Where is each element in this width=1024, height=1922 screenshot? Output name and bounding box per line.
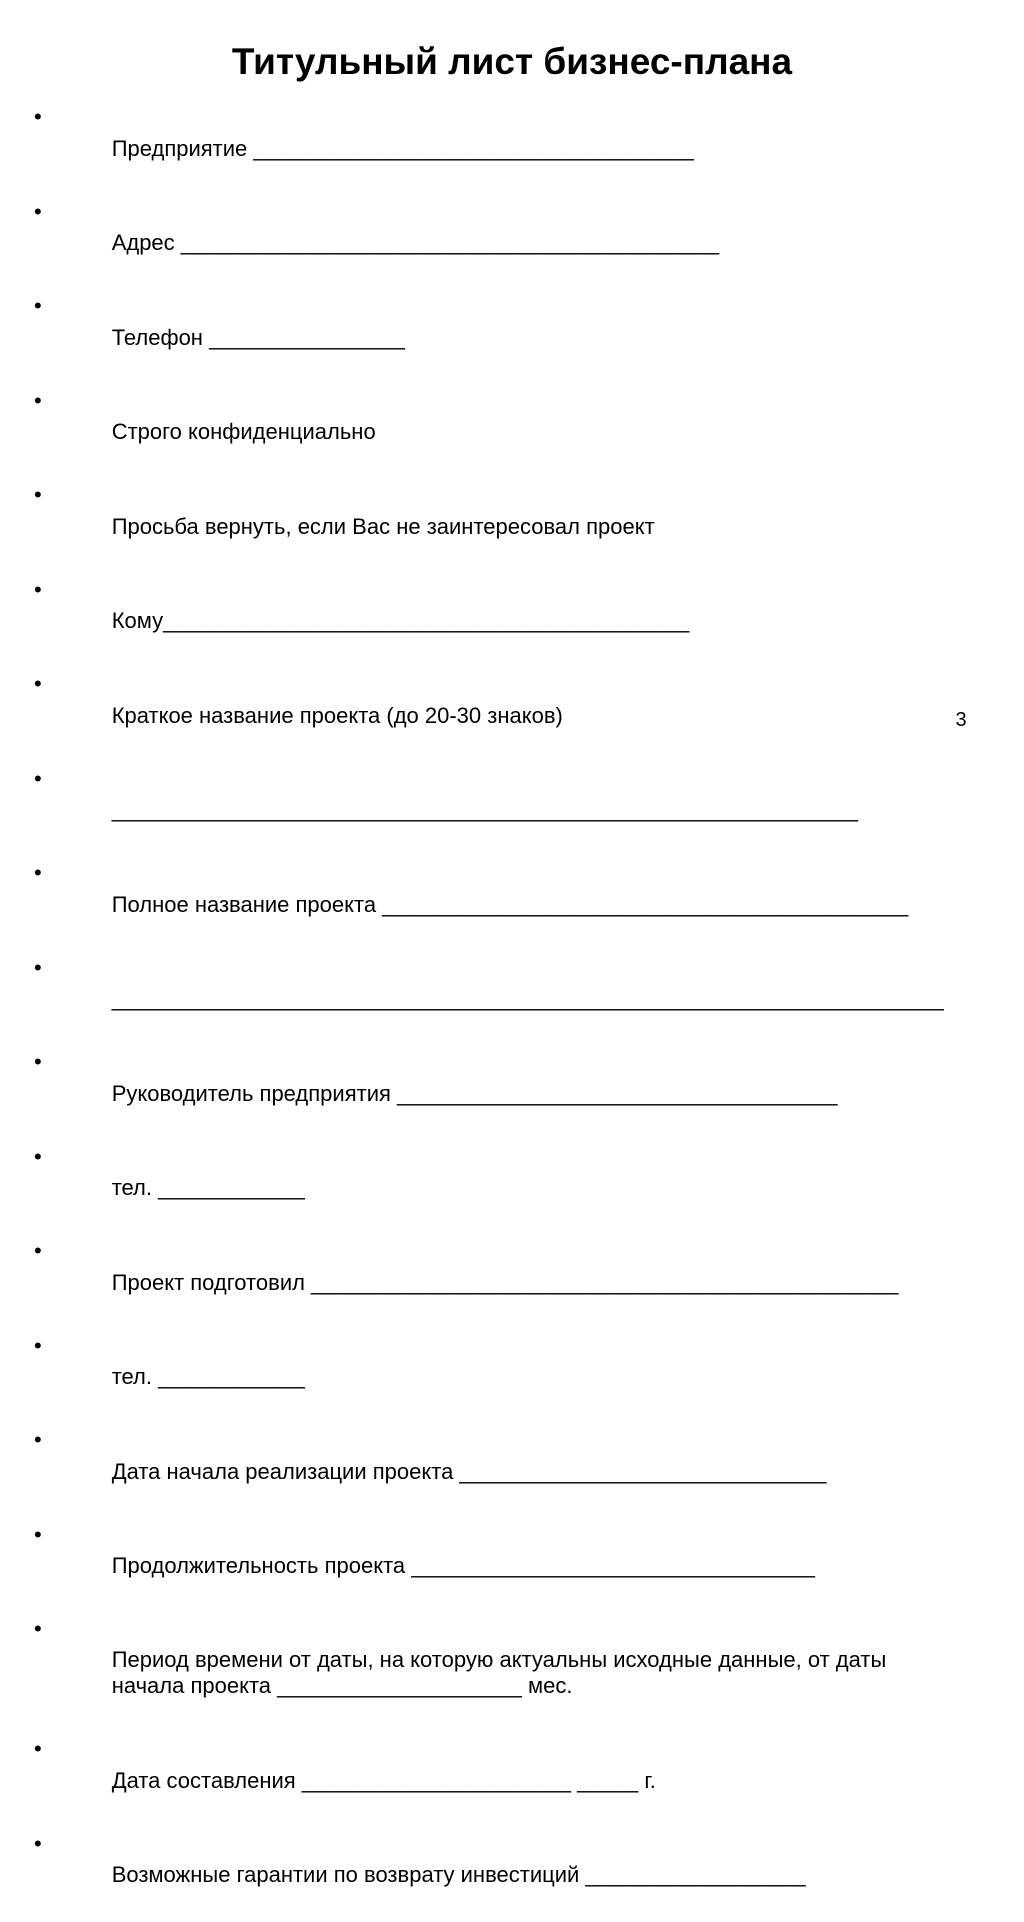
bullet-icon: • — [34, 1141, 42, 1173]
list-item-text: Полное название проекта ___________________________________________ — [112, 892, 909, 917]
list-item-head-phone — [0, 1141, 1024, 1236]
list-item-text: Дата начала реализации проекта ______________________________ — [112, 1459, 827, 1484]
bullet-icon: • — [34, 1424, 42, 1456]
list-item-short-project-name — [0, 668, 1024, 763]
list-item-full-project-name — [0, 857, 1024, 952]
list-item-text: Кому___________________________________________ — [112, 608, 690, 633]
bullet-icon: • — [34, 101, 42, 133]
list-item-compile-date — [0, 1733, 1024, 1828]
bullet-icon: • — [34, 479, 42, 511]
list-item-text: тел. ____________ — [112, 1364, 305, 1389]
bullet-icon: • — [34, 1519, 42, 1551]
list-item-time-period — [0, 1613, 1024, 1733]
list-item-enterprise-head — [0, 1046, 1024, 1141]
bullet-icon: • — [34, 1828, 42, 1860]
bullet-icon: • — [34, 1235, 42, 1267]
list-item-text: ____________________________________________________________________ — [112, 986, 944, 1011]
list-item-text: Руководитель предприятия ____________________________________ — [112, 1081, 838, 1106]
list-item-prepared-by — [0, 1235, 1024, 1330]
list-item-text: Дата составления ______________________ _____ г. — [112, 1768, 656, 1793]
bullet-icon: • — [34, 1330, 42, 1362]
list-item-duration — [0, 1519, 1024, 1614]
list-item-text: Краткое название проекта (до 20-30 знаков) — [112, 703, 563, 728]
bullet-icon: • — [34, 857, 42, 889]
bullet-icon: • — [34, 763, 42, 795]
title-page-field-list — [0, 101, 1024, 1922]
list-item-phone — [0, 290, 1024, 385]
list-item-address — [0, 196, 1024, 291]
bullet-icon: • — [34, 1046, 42, 1078]
list-item-text: Адрес ____________________________________________ — [112, 230, 719, 255]
bullet-icon: • — [34, 385, 42, 417]
list-item-confidential — [0, 385, 1024, 480]
page-number: 3 — [946, 706, 976, 734]
list-item-text: Проект подготовил ________________________________________________ — [112, 1270, 899, 1295]
slide — [0, 0, 1024, 767]
list-item-recipient — [0, 574, 1024, 669]
list-item-preparer-phone — [0, 1330, 1024, 1425]
list-item-text: Возможные гарантии по возврату инвестиций __________________ — [112, 1862, 806, 1887]
bullet-icon: • — [34, 952, 42, 984]
slide-title: Титульный лист бизнес-плана — [0, 36, 1024, 88]
list-item-text: Просьба вернуть, если Вас не заинтересовал проект — [112, 514, 655, 539]
bullet-icon: • — [34, 196, 42, 228]
list-item-text: тел. ____________ — [112, 1175, 305, 1200]
list-item-text: Строго конфиденциально — [112, 419, 376, 444]
list-item-enterprise — [0, 101, 1024, 196]
list-item-text: Продолжительность проекта _________________________________ — [112, 1553, 815, 1578]
list-item-text: Предприятие ____________________________________ — [112, 136, 694, 161]
list-item-blank-line — [0, 763, 1024, 858]
bullet-icon: • — [34, 1733, 42, 1765]
bullet-icon: • — [34, 574, 42, 606]
list-item-return-request — [0, 479, 1024, 574]
list-item-text: Телефон ________________ — [112, 325, 405, 350]
bullet-icon: • — [34, 668, 42, 700]
list-item-text: Период времени от даты, на которую актуальны исходные данные, от даты начала проекта ____________________ мес. — [112, 1645, 887, 1702]
bullet-icon: • — [34, 1613, 42, 1645]
list-item-text: _____________________________________________________________ — [112, 797, 858, 822]
list-item-guarantees — [0, 1828, 1024, 1922]
list-item-blank-line — [0, 952, 1024, 1047]
list-item-start-date — [0, 1424, 1024, 1519]
bullet-icon: • — [34, 290, 42, 322]
